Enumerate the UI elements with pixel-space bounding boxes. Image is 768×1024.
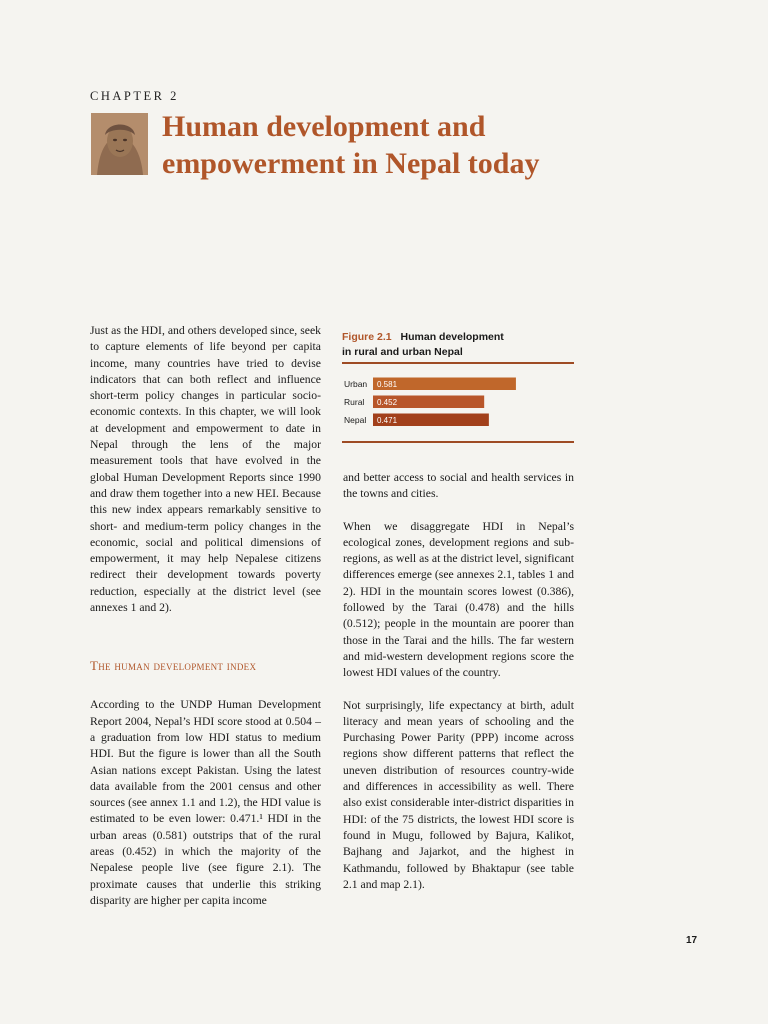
category-label-nepal: Nepal: [344, 415, 367, 425]
chapter-portrait-photo: [91, 113, 148, 175]
chapter-title-line-2: empowerment in Nepal today: [162, 147, 540, 180]
right-paragraph-1: and better access to social and health services in the towns and cities.: [343, 471, 574, 501]
figure-label: Figure 2.1: [342, 331, 392, 343]
page-number: 17: [686, 935, 698, 946]
right-paragraph-2: When we disaggregate HDI in Nepal’s ecological zones, development regions and sub-regions, as well as at the district level, significant differences emerge (see annexes 2.1, tables 1 and 2). HDI in the mountain scores lowest (0.386), followed by the Tarai (0.478) and the hills (0.512); people in the mountain are poorer than those in the Tarai and the hills. The far western and mid-western development regions score the lowest HDI values of the country.: [343, 519, 574, 680]
chapter-title-line-1: Human development and: [162, 110, 486, 143]
figure-bottom-rule: [342, 441, 574, 443]
right-paragraph-3: Not surprisingly, life expectancy at birth, adult literacy and mean years of schooling and the Purchasing Power Parity (PPP) income across regions show different patterns that reflect the uneven distribution of resources country-wide and differences in accessibility as well. There also exist considerable inter-district disparities in HDI: of the 75 districts, the lowest HDI score is found in Mugu, followed by Bajura, Kalikot, Bajhang and Jajarkot, and the highest in Kathmandu, followed by Bhaktapur (see table 2.1 and map 2.1).: [343, 698, 574, 891]
chapter-label: CHAPTER 2: [90, 89, 179, 103]
value-label-nepal: 0.471: [377, 416, 398, 425]
left-column: [90, 323, 321, 909]
category-label-rural: Rural: [344, 397, 365, 407]
category-label-urban: Urban: [344, 379, 368, 389]
figure-top-rule: [342, 362, 574, 364]
figure-title-line-1: Human development: [400, 331, 504, 343]
figure-title: [342, 330, 574, 360]
value-label-urban: 0.581: [377, 380, 398, 389]
right-column: [343, 470, 574, 893]
figure-title-line-2: in rural and urban Nepal: [342, 346, 463, 358]
value-label-rural: 0.452: [377, 398, 398, 407]
section-heading: The human development index: [90, 658, 257, 674]
chapter-title: [162, 108, 539, 182]
intro-paragraph: Just as the HDI, and others developed since, seek to capture elements of life beyond per capita income, many countries have tried to devise indicators that can both reflect and influence short-term policy changes in particular socio-economic contexts. In this chapter, we will look at development and empowerment to date in Nepal through the lens of the major measurement tools that have evolved in the global Human Development Reports since 1990 and draw them together into a new HEI. Because this new index appears remarkably sensitive to short- and medium-term policy changes in the economic, social and political dimensions of empowerment, it may help Nepalese citizens redirect their development towards poverty reduction, especially at the district level (see annexes 1 and 2).: [90, 324, 321, 615]
hdi-bar-chart: [342, 377, 574, 427]
hdi-paragraph: According to the UNDP Human Development Report 2004, Nepal’s HDI score stood at 0.504 – a graduation from low HDI status to medium HDI. But the figure is lower than all the South Asian nations except Pakistan. Using the latest data available from the 2001 census and other sources (see annex 1.1 and 1.2), the HDI value is estimated to be even lower: 0.471.¹ HDI in the urban areas (0.581) outstrips that of the rural areas (0.452) in which the majority of the Nepalese people live (see figure 2.1). The proximate causes that underlie this striking disparity are higher per capita income: [90, 698, 321, 907]
